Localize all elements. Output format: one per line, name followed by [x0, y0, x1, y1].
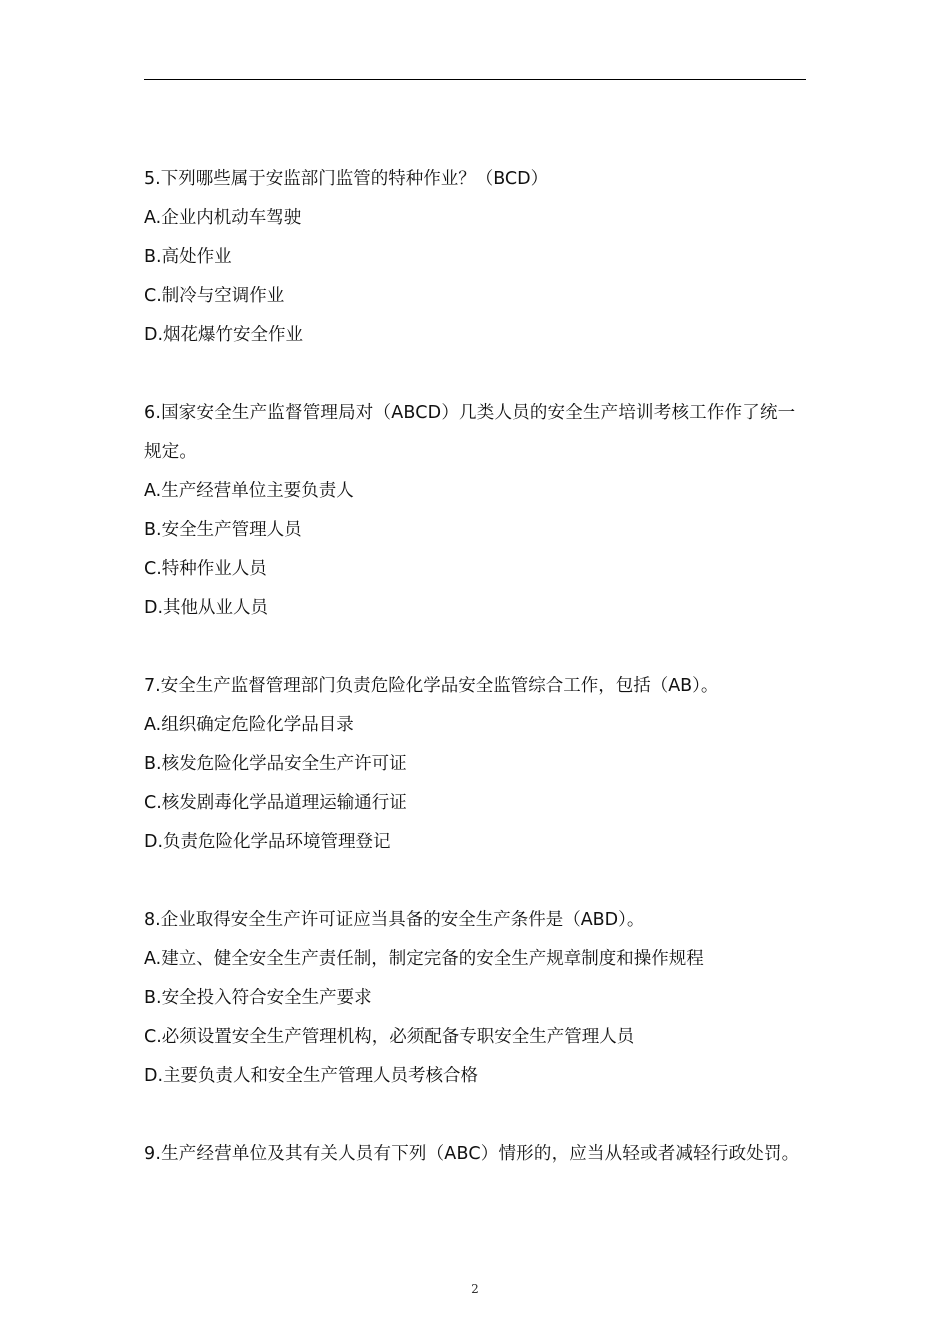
- option-c: C.必须设置安全生产管理机构，必须配备专职安全生产管理人员: [144, 1027, 635, 1047]
- option-b: B.高处作业: [144, 247, 232, 267]
- option-c: C.制冷与空调作业: [144, 286, 285, 306]
- question-7: [144, 667, 809, 862]
- option-d: D.负责危险化学品环境管理登记: [144, 832, 391, 852]
- page-number: 2: [471, 1282, 479, 1296]
- option-c: C.特种作业人员: [144, 559, 267, 579]
- question-stem: 9.生产经营单位及其有关人员有下列（ABC）情形的，应当从轻或者减轻行政处罚。: [144, 1144, 800, 1164]
- option-d: D.主要负责人和安全生产管理人员考核合格: [144, 1066, 479, 1086]
- question-6: [144, 394, 809, 628]
- option-d: D.烟花爆竹安全作业: [144, 325, 304, 345]
- option-a: A.企业内机动车驾驶: [144, 208, 302, 228]
- question-8: [144, 901, 809, 1096]
- option-c: C.核发剧毒化学品道理运输通行证: [144, 793, 407, 813]
- question-list: [144, 160, 809, 1213]
- option-a: A.建立、健全安全生产责任制，制定完备的安全生产规章制度和操作规程: [144, 949, 704, 969]
- question-stem: 5.下列哪些属于安监部门监管的特种作业？（BCD）: [144, 169, 549, 189]
- option-b: B.安全投入符合安全生产要求: [144, 988, 372, 1008]
- option-a: A.生产经营单位主要负责人: [144, 481, 354, 501]
- question-9: [144, 1135, 809, 1174]
- question-stem: 7.安全生产监督管理部门负责危险化学品安全监管综合工作，包括（AB）。: [144, 676, 719, 696]
- question-5: [144, 160, 809, 355]
- header-rule: [144, 79, 806, 80]
- option-b: B.安全生产管理人员: [144, 520, 302, 540]
- question-stem: 8.企业取得安全生产许可证应当具备的安全生产条件是（ABD）。: [144, 910, 645, 930]
- option-d: D.其他从业人员: [144, 598, 269, 618]
- question-stem: 6.国家安全生产监督管理局对（ABCD）几类人员的安全生产培训考核工作作了统一规定。: [144, 403, 796, 462]
- option-b: B.核发危险化学品安全生产许可证: [144, 754, 407, 774]
- option-a: A.组织确定危险化学品目录: [144, 715, 354, 735]
